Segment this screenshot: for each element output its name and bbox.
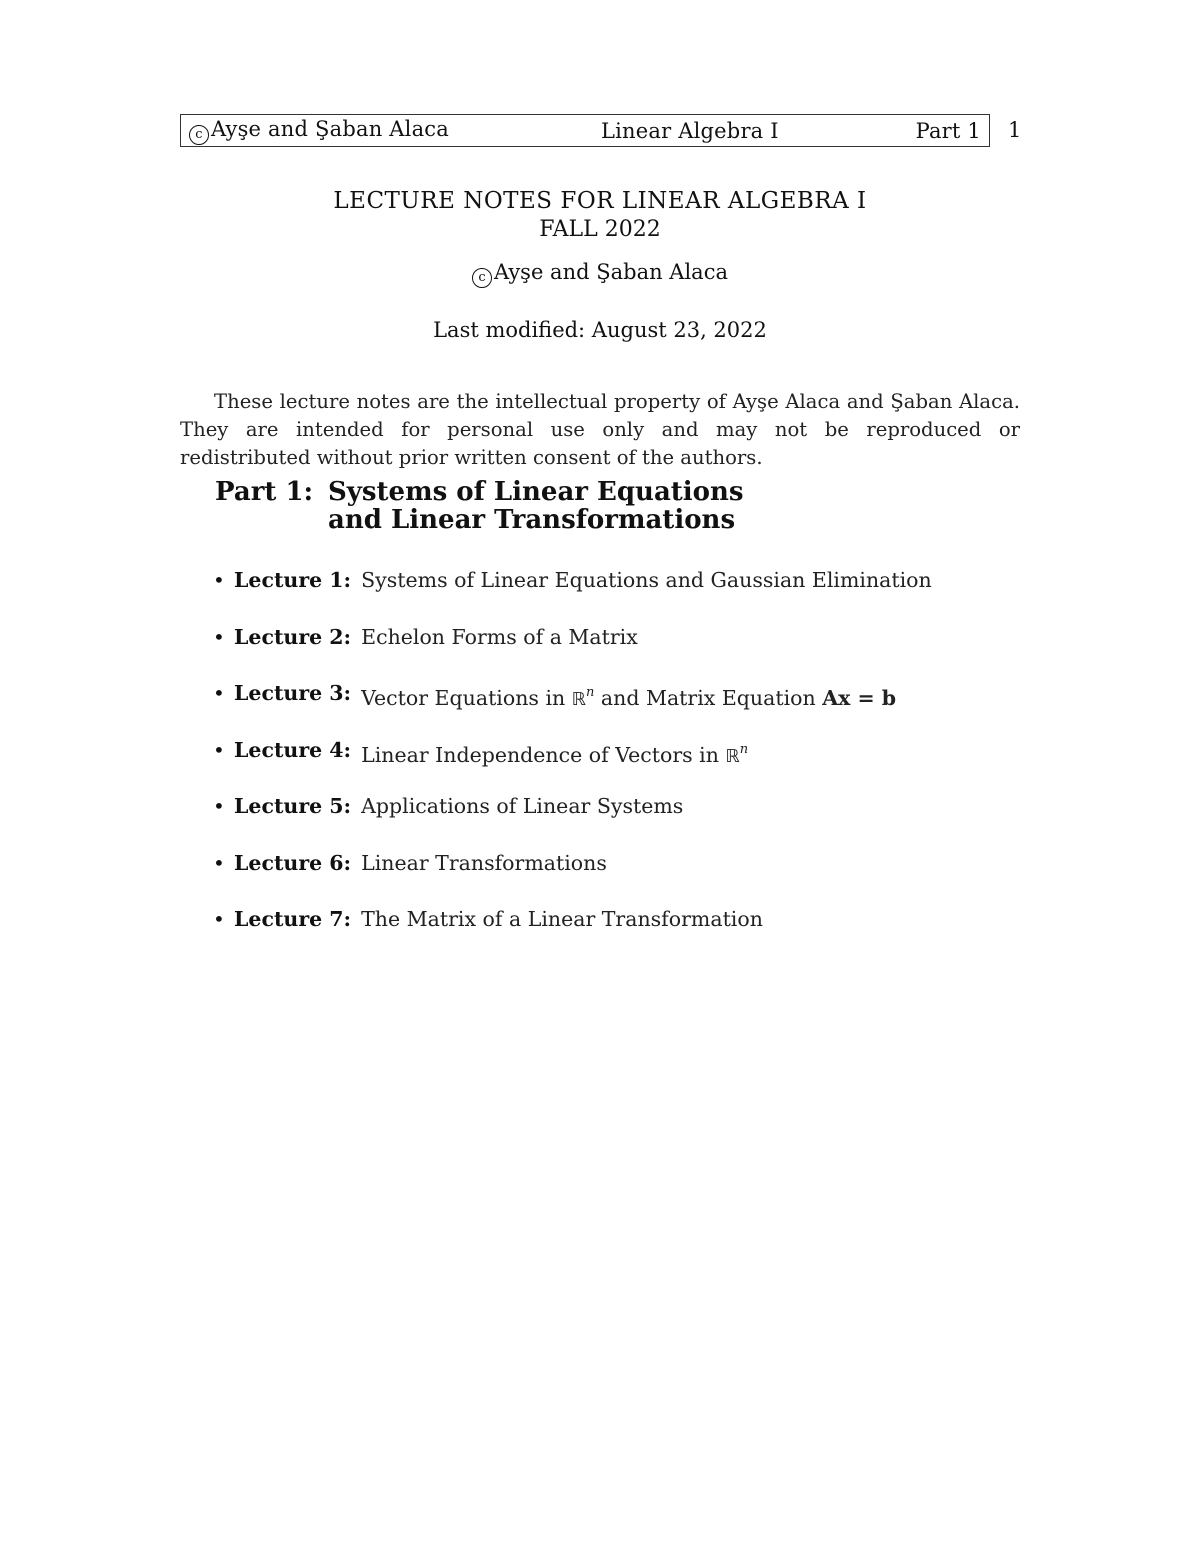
part-heading-label: Part 1: — [215, 477, 314, 507]
list-item — [213, 565, 932, 622]
list-item — [213, 622, 932, 679]
document-title: LECTURE NOTES FOR LINEAR ALGEBRA I — [333, 188, 867, 214]
bullet-icon: • — [213, 681, 225, 705]
bullet-icon: • — [213, 907, 225, 931]
running-header-part: Part 1 — [915, 118, 981, 143]
superscript: n — [739, 741, 749, 757]
lecture-title: Systems of Linear Equations and Gaussian Elimination — [361, 568, 932, 592]
lecture-title — [361, 735, 748, 772]
list-item — [213, 678, 932, 735]
bullet-icon: • — [213, 624, 225, 649]
lecture-title: Linear Transformations — [361, 850, 607, 875]
running-header-course: Linear Algebra I — [601, 118, 779, 143]
real-numbers-symbol: ℝ — [725, 745, 740, 767]
superscript: n — [586, 685, 595, 700]
running-header-authors — [189, 117, 449, 145]
bullet-icon: • — [213, 794, 225, 818]
lecture-label: Lecture 2: — [234, 624, 352, 649]
copyright-icon: c — [189, 125, 209, 145]
document-term: FALL 2022 — [539, 217, 661, 242]
lecture-label: Lecture 4: — [234, 737, 352, 762]
part-heading — [215, 478, 744, 534]
list-item — [213, 904, 932, 961]
lecture-title-text: and Matrix Equation — [594, 686, 823, 710]
document-authors — [0, 258, 1200, 288]
lecture-title: Echelon Forms of a Matrix — [361, 624, 638, 649]
lecture-label: Lecture 5: — [234, 794, 352, 818]
running-header — [180, 114, 990, 147]
real-numbers-symbol: ℝ — [571, 689, 586, 710]
bullet-icon: • — [213, 737, 225, 762]
lecture-title: The Matrix of a Linear Transformation — [361, 907, 763, 931]
running-header-authors-text: Ayşe and Şaban Alaca — [211, 116, 449, 141]
lecture-label: Lecture 1: — [234, 568, 352, 592]
last-modified: Last modified: August 23, 2022 — [433, 318, 767, 342]
lecture-title-text: Vector Equations in — [361, 686, 572, 710]
lecture-title: Applications of Linear Systems — [361, 794, 684, 818]
lecture-label: Lecture 3: — [234, 681, 352, 705]
lecture-title — [361, 678, 896, 715]
list-item — [213, 848, 932, 905]
part-heading-title — [328, 478, 744, 534]
page-number: 1 — [1008, 118, 1022, 142]
lecture-label: Lecture 6: — [234, 850, 352, 875]
matrix-equation: Ax = b — [822, 686, 897, 710]
copyright-icon: c — [472, 268, 492, 288]
bullet-icon: • — [213, 850, 225, 875]
list-item — [213, 735, 932, 792]
part-heading-line-2: and Linear Transformations — [328, 505, 736, 535]
copyright-notice: These lecture notes are the intellectual property of Ayşe Alaca and Şaban Alaca. They are intended for personal use only and may not be reproduced or redistributed without prior written consent of the authors. — [180, 389, 1020, 469]
title-block — [0, 186, 1200, 344]
lecture-title-text: Linear Independence of Vectors in — [361, 742, 726, 767]
list-item — [213, 791, 932, 848]
bullet-icon: • — [213, 568, 225, 592]
lecture-label: Lecture 7: — [234, 907, 352, 931]
document-authors-text: Ayşe and Şaban Alaca — [494, 260, 728, 284]
part-heading-line-1: Systems of Linear Equations — [328, 477, 744, 507]
lecture-list — [213, 565, 932, 961]
